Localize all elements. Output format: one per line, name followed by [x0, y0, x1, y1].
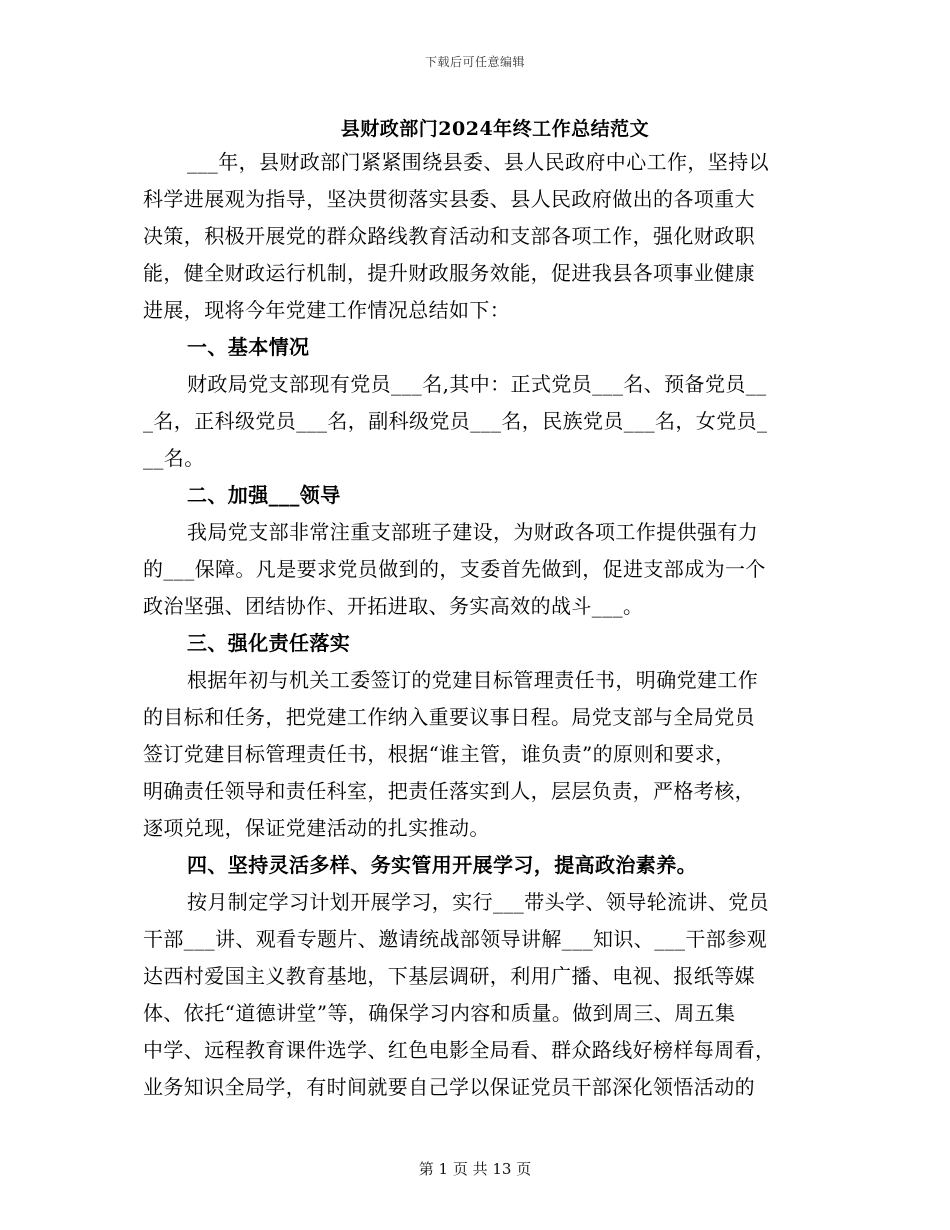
document-body: [143, 144, 811, 1106]
paragraph-line: 决策，积极开展党的群众路线教育活动和支部各项工作，强化财政职: [143, 224, 755, 248]
section-heading: 四、坚持灵活多样、务实管用开展学习，提高政治素养。: [187, 853, 697, 877]
paragraph-line: ___年，县财政部门紧紧围绕县委、县人民政府中心工作，坚持以: [187, 150, 769, 174]
paragraph-line: 逐项兑现，保证党建活动的扎实推动。: [143, 816, 490, 840]
paragraph-line: 签订党建目标管理责任书，根据“谁主管，谁负责”的原则和要求，: [143, 742, 736, 766]
page-footer: 第 1 页 共 13 页: [418, 1160, 532, 1178]
paragraph-line: 科学进展观为指导，坚决贯彻落实县委、县人民政府做出的各项重大: [143, 187, 755, 211]
paragraph-line: 中学、远程教育课件选学、红色电影全局看、群众路线好榜样每周看，: [143, 1038, 776, 1062]
paragraph-line: _名，正科级党员___名，副科级党员___名，民族党员___名，女党员_: [143, 409, 768, 433]
paragraph-line: 我局党支部非常注重支部班子建设，为财政各项工作提供强有力: [187, 520, 759, 544]
document-title: 县财政部门2024年终工作总结范文: [340, 118, 650, 140]
paragraph-line: 干部___讲、观看专题片、邀请统战部领导讲解___知识、___干部参观: [143, 927, 767, 951]
paragraph-line: 的目标和任务，把党建工作纳入重要议事日程。局党支部与全局党员: [143, 705, 755, 729]
paragraph-line: 进展，现将今年党建工作情况总结如下：: [143, 298, 511, 322]
paragraph-line: 财政局党支部现有党员___名,其中：正式党员___名、预备党员__: [187, 372, 767, 396]
paragraph-line: 能，健全财政运行机制，提升财政服务效能，促进我县各项事业健康: [143, 261, 755, 285]
paragraph-line: 业务知识全局学，有时间就要自己学以保证党员干部深化领悟活动的: [143, 1075, 755, 1099]
section-heading: 二、加强___领导: [187, 483, 341, 507]
section-heading: 三、强化责任落实: [187, 631, 351, 655]
paragraph-line: 政治坚强、团结协作、开拓进取、务实高效的战斗___。: [143, 594, 644, 618]
header-note: 下载后可任意编辑: [424, 55, 525, 69]
paragraph-line: 明确责任领导和责任科室，把责任落实到人，层层负责，严格考核，: [143, 779, 755, 803]
paragraph-line: 根据年初与机关工委签订的党建目标管理责任书，明确党建工作: [187, 668, 759, 692]
paragraph-line: 达西村爱国主义教育基地，下基层调研，利用广播、电视、报纸等媒: [143, 964, 755, 988]
paragraph-line: 的___保障。凡是要求党员做到的，支委首先做到，促进支部成为一个: [143, 557, 766, 581]
paragraph-line: 体、依托“道德讲堂”等，确保学习内容和质量。做到周三、周五集: [143, 1001, 736, 1025]
paragraph-line: 按月制定学习计划开展学习，实行___带头学、领导轮流讲、党员: [187, 890, 769, 914]
paragraph-line: __名。: [143, 446, 205, 470]
section-heading: 一、基本情况: [187, 335, 310, 359]
